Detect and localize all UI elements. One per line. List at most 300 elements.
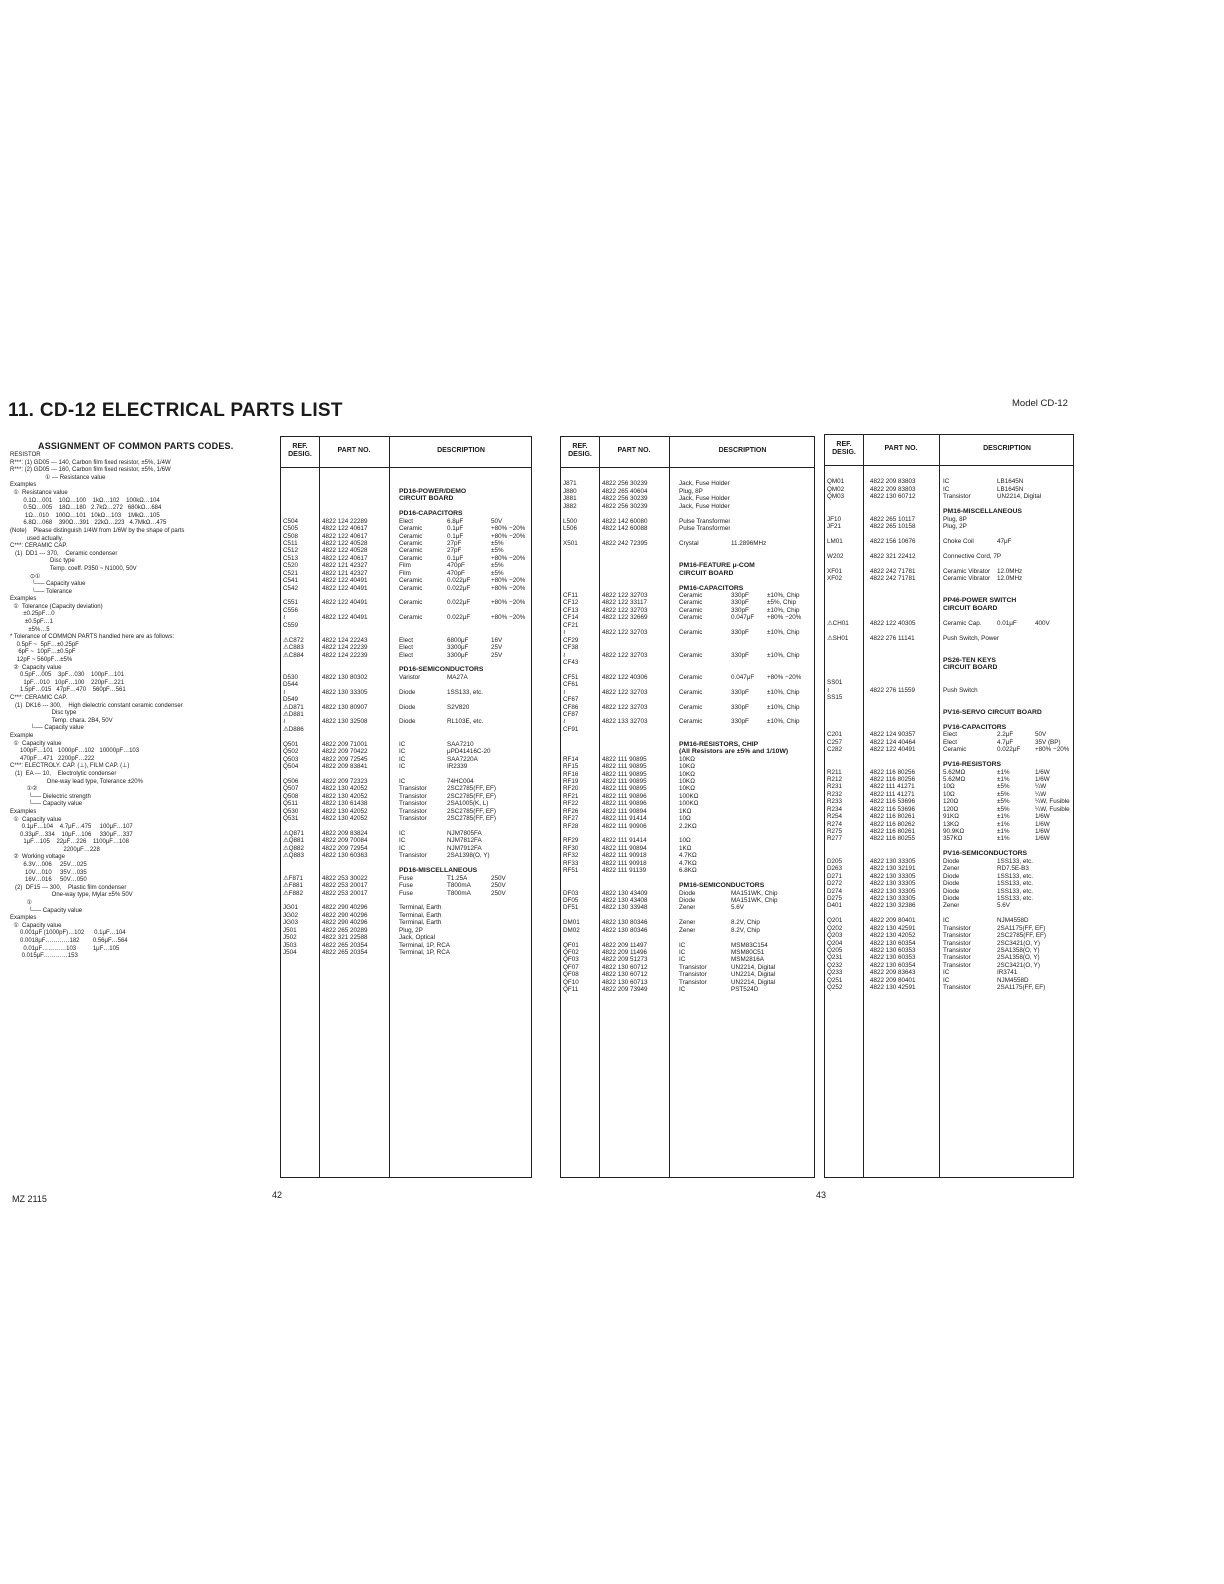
desc-cell: Ceramic Vibrator — [943, 575, 991, 583]
table-row — [825, 754, 1073, 761]
table-row — [561, 659, 814, 666]
desc-cell: Ceramic — [679, 614, 703, 622]
ref-cell: DF05 — [563, 896, 579, 904]
desc-cell: PS26-TEN KEYS — [943, 656, 996, 664]
ref-cell: L506 — [563, 525, 578, 533]
ref-cell: DF03 — [563, 889, 579, 897]
ref-cell: CF43 — [563, 658, 579, 666]
table-row — [561, 897, 814, 904]
part-cell: 4822 116 80261 — [870, 828, 916, 835]
table-row — [561, 852, 814, 859]
part-cell: 4822 122 40617 — [322, 554, 368, 562]
table-row — [281, 823, 531, 830]
part-cell: 4822 209 83824 — [322, 830, 368, 837]
part-cell: 4822 142 60080 — [602, 517, 648, 525]
part-cell: 4822 209 51273 — [602, 956, 648, 964]
table-row — [561, 503, 814, 510]
ref-cell: CF13 — [563, 606, 579, 614]
spec-cell: ±10%, Chip — [767, 703, 800, 711]
value-cell: 2SC2785(FF, EF) — [997, 932, 1046, 940]
col-ref: REF. DESIG. — [288, 443, 312, 458]
section-heading — [561, 882, 814, 889]
ref-cell: SS01 — [827, 679, 843, 687]
spec-cell: 400V — [1035, 619, 1050, 627]
ref-cell: Q530 — [283, 807, 299, 815]
ref-cell: QF02 — [563, 949, 579, 956]
desc-cell: Diode — [943, 872, 960, 880]
parts-table-3 — [824, 434, 1074, 1178]
desc-cell: 1KΩ — [679, 844, 692, 852]
part-cell: 4822 124 90357 — [870, 731, 916, 739]
table-row — [281, 503, 531, 510]
spec-cell: +80% −20% — [767, 614, 802, 622]
desc-cell: PD16-MISCELLANEOUS — [399, 867, 478, 875]
intro-line: 6.3V…006 25V…025 — [10, 862, 87, 869]
intro-line: Examples — [10, 482, 37, 489]
part-cell: 4822 265 40604 — [602, 487, 648, 495]
desc-cell: Terminal, 1P, RCA — [399, 949, 450, 956]
ref-cell: LM01 — [827, 537, 843, 545]
intro-line: (1) EA --- 10, Electrolytic condenser — [10, 770, 117, 777]
part-cell: 4822 130 42591 — [870, 984, 916, 992]
table-row — [281, 689, 531, 696]
table-row — [281, 763, 531, 770]
ref-cell: QM01 — [827, 478, 845, 486]
part-cell: 4822 209 11497 — [602, 941, 648, 949]
desc-cell: Jack, Fuse Holder — [679, 480, 730, 488]
table-row — [825, 969, 1073, 976]
desc-cell: Terminal, 1P, RCA — [399, 941, 450, 949]
table-row — [561, 771, 814, 778]
part-cell: 4822 111 90894 — [602, 844, 647, 852]
desc-cell: Film — [399, 562, 411, 570]
table-row — [281, 704, 531, 711]
value-cell: 0.1μF — [447, 554, 464, 562]
part-cell: 4822 122 40491 — [322, 614, 368, 622]
table-row — [825, 783, 1073, 790]
ref-cell: QF11 — [563, 986, 579, 994]
table-row — [281, 785, 531, 792]
ref-cell: Q501 — [283, 740, 299, 748]
table-row — [281, 860, 531, 867]
value-cell: μPD41416C-20 — [447, 748, 491, 756]
table-row — [281, 533, 531, 540]
ref-cell: D275 — [827, 894, 843, 902]
value-cell: UN2214, Digital — [997, 493, 1042, 501]
ref-cell: DF51 — [563, 904, 579, 912]
ref-cell: RF27 — [563, 815, 579, 823]
value-cell: 74HC004 — [447, 777, 474, 785]
table-row — [561, 912, 814, 919]
ref-cell: C508 — [283, 532, 299, 540]
desc-cell: Fuse — [399, 874, 413, 882]
table-row — [561, 778, 814, 785]
value-cell: 0.022μF — [447, 614, 471, 622]
part-cell: 4822 209 72954 — [322, 844, 368, 852]
desc-cell: 5.62MΩ — [943, 775, 966, 783]
part-cell: 4822 122 40491 — [870, 746, 916, 754]
desc-cell: 357KΩ — [943, 835, 963, 843]
spec-cell: ¼W — [1035, 790, 1047, 798]
desc-cell: IC — [679, 949, 686, 956]
ref-cell: Q233 — [827, 969, 843, 977]
ref-cell: J880 — [563, 487, 577, 495]
desc-cell: 91KΩ — [943, 813, 959, 821]
table-row — [825, 880, 1073, 887]
spec-cell: ¼W, Fusible — [1035, 798, 1070, 806]
ref-cell: D274 — [827, 887, 843, 895]
spec-cell: +80% −20% — [491, 577, 526, 585]
spec-cell: +80% −20% — [491, 599, 526, 607]
desc-cell: IC — [399, 837, 406, 845]
desc-cell: Zener — [943, 865, 960, 873]
page-number-right: 43 — [816, 1190, 827, 1200]
desc-cell: 10KΩ — [679, 777, 695, 785]
footer-code: MZ 2115 — [12, 1194, 47, 1204]
value-cell: 330pF — [731, 592, 749, 599]
table-row — [281, 733, 531, 740]
ref-cell: X501 — [563, 539, 578, 547]
table-row — [281, 852, 531, 859]
value-cell: ±1% — [997, 820, 1010, 828]
desc-cell: 10Ω — [943, 783, 955, 791]
intro-line: Disc type — [10, 710, 77, 717]
table-row — [561, 540, 814, 547]
part-cell: 4822 130 32508 — [322, 718, 368, 726]
table-row — [825, 821, 1073, 828]
ref-cell: C201 — [827, 731, 843, 739]
intro-line: C***: CERAMIC CAP. — [10, 695, 68, 701]
intro-line: 2200μF…228 — [10, 846, 100, 853]
value-cell: T1.25A — [447, 874, 468, 882]
value-cell: NJM4558D — [997, 917, 1029, 925]
ref-cell: CF91 — [563, 725, 579, 733]
value-cell: PST524D — [731, 986, 759, 994]
value-cell: 0.022μF — [447, 577, 471, 585]
part-cell: 4822 209 70422 — [322, 748, 368, 756]
desc-cell: 1KΩ — [679, 807, 692, 815]
spec-cell: +80% −20% — [491, 532, 526, 540]
value-cell: 2.2μF — [997, 731, 1014, 739]
desc-cell: Elect — [399, 651, 413, 659]
value-cell: 1SS133, etc. — [997, 887, 1034, 895]
part-cell: 4822 321 22412 — [870, 552, 916, 560]
table-row — [825, 545, 1073, 552]
parts-table-2 — [560, 436, 815, 1178]
intro-line: ② Capacity value — [10, 664, 62, 671]
table-row — [825, 813, 1073, 820]
intro-line: ±0.25pF…0 — [10, 611, 55, 618]
table-row — [561, 964, 814, 971]
part-cell: 4822 130 60354 — [870, 961, 916, 969]
part-cell: 4822 111 90896 — [602, 800, 647, 808]
desc-cell: IC — [399, 763, 406, 771]
desc-cell: (All Resistors are ±5% and 1/10W) — [679, 748, 789, 756]
ref-cell: ≀ — [827, 686, 830, 694]
section-heading — [825, 597, 1073, 604]
value-cell: 330pF — [731, 651, 749, 659]
ref-cell: R275 — [827, 828, 843, 835]
value-cell: RL103E, etc. — [447, 718, 484, 726]
table-row — [281, 837, 531, 844]
value-cell: 2SC3421(O, Y) — [997, 939, 1040, 947]
desc-cell: Ceramic — [679, 592, 703, 599]
table-row — [825, 568, 1073, 575]
table-row — [281, 473, 531, 480]
spec-cell: +80% −20% — [1035, 746, 1070, 754]
intro-line: ±5%…5 — [10, 626, 50, 633]
desc-cell: PD16-SEMICONDUCTORS — [399, 666, 484, 674]
ref-cell: Q202 — [827, 924, 843, 932]
part-cell: 4822 130 33948 — [602, 904, 648, 912]
table-row — [561, 637, 814, 644]
section-heading — [561, 748, 814, 755]
desc-cell: 10KΩ — [679, 755, 695, 763]
desc-cell: IC — [399, 844, 406, 852]
value-cell: SAA7210 — [447, 740, 474, 748]
table-row — [281, 919, 531, 926]
value-cell: 330pF — [731, 606, 749, 614]
intro-line: ① Tolerance (Capacity deviation) — [10, 603, 103, 610]
intro-line: ±0.5pF…1 — [10, 619, 53, 626]
intro-line: ① Capacity value — [10, 922, 62, 929]
part-cell: 4822 130 33305 — [870, 894, 916, 902]
intro-line: ① — Resistance value — [10, 474, 106, 481]
table-row — [561, 674, 814, 681]
value-cell: ±1% — [997, 828, 1010, 835]
table-row — [825, 888, 1073, 895]
table-row — [825, 471, 1073, 478]
part-cell: 4822 116 80256 — [870, 775, 916, 783]
desc-cell: Transistor — [399, 852, 427, 860]
value-cell: 0.047μF — [731, 673, 755, 681]
desc-cell: PD16-CAPACITORS — [399, 510, 463, 518]
ref-cell: CF29 — [563, 636, 579, 644]
ref-cell: R254 — [827, 813, 843, 821]
desc-cell: Zener — [679, 926, 696, 934]
table-row — [561, 875, 814, 882]
intro-line: C***: ELECTROLY. CAP. (⊥), FILM CAP. (⊥) — [10, 763, 130, 770]
table-row — [561, 547, 814, 554]
desc-cell: PV16-RESISTORS — [943, 761, 1002, 769]
ref-cell: ⚠F882 — [283, 889, 303, 897]
col-ref: REF. DESIG. — [832, 441, 856, 456]
intro-line: 1pF…010 10pF…100 220pF…221 — [10, 679, 125, 686]
ref-cell: C511 — [283, 539, 298, 547]
value-cell: T800mA — [447, 882, 471, 890]
table-row — [825, 895, 1073, 902]
ref-cell: Q508 — [283, 792, 299, 800]
ref-cell: QF01 — [563, 941, 579, 949]
ref-cell: RF14 — [563, 755, 579, 763]
intro-line: 0.1μF…104 4.7μF…475 100μF…107 — [10, 824, 133, 831]
part-cell: 4822 111 90895 — [602, 785, 647, 793]
desc-cell: PM16-CAPACITORS — [679, 584, 744, 592]
part-cell: 4822 111 90896 — [602, 792, 647, 800]
part-cell: 4822 130 61438 — [322, 800, 368, 808]
ref-cell: J871 — [563, 480, 577, 488]
desc-cell: Ceramic — [679, 673, 703, 681]
table-row — [561, 681, 814, 688]
part-cell: 4822 253 20017 — [322, 882, 368, 890]
value-cell: T800mA — [447, 889, 471, 897]
ref-cell: QF10 — [563, 978, 579, 986]
intro-line: (Note) Please distinguish 1/4W from 1/6W by the shape of parts — [10, 527, 185, 534]
ref-cell: J501 — [283, 926, 297, 934]
table-row — [281, 718, 531, 725]
section-heading — [281, 495, 531, 502]
desc-cell: PV16-SERVO CIRCUIT BOARD — [943, 709, 1042, 716]
desc-cell: IC — [399, 740, 406, 748]
intro-line: ① — [10, 900, 33, 907]
part-cell: 4822 122 40528 — [322, 547, 368, 555]
table-row — [281, 599, 531, 606]
table-row — [561, 711, 814, 718]
value-cell: 2SA1175(FF, EF) — [997, 984, 1046, 992]
table-row — [825, 731, 1073, 738]
ref-cell: ⚠Q881 — [283, 837, 305, 845]
part-cell: 4822 130 33305 — [870, 887, 916, 895]
table-row — [825, 962, 1073, 969]
desc-cell: Transistor — [943, 947, 971, 954]
spec-cell: 250V — [491, 889, 506, 897]
part-cell: 4822 111 90918 — [602, 859, 647, 867]
value-cell: 6800μF — [447, 636, 469, 644]
ref-cell: Q507 — [283, 785, 299, 793]
desc-cell: 4.7KΩ — [679, 852, 697, 860]
desc-cell: PM16-FEATURE μ-COM — [679, 562, 755, 570]
value-cell: 3300μF — [447, 644, 469, 652]
table-row — [561, 696, 814, 703]
section-heading — [561, 570, 814, 577]
desc-cell: Elect — [943, 738, 957, 746]
part-cell: 4822 209 80401 — [870, 976, 916, 984]
ref-cell: Q252 — [827, 984, 843, 992]
desc-cell: Terminal, Earth — [399, 904, 442, 912]
table-row — [561, 704, 814, 711]
table-row — [281, 711, 531, 718]
part-cell: 4822 116 53696 — [870, 798, 916, 806]
desc-cell: Diode — [943, 894, 960, 902]
table-row — [825, 642, 1073, 649]
intro-lines — [10, 452, 272, 961]
ref-cell: C257 — [827, 738, 843, 746]
part-cell: 4822 122 32703 — [602, 703, 648, 711]
intro-line: └── Dielectric strength — [10, 793, 91, 800]
desc-cell: Transistor — [943, 493, 971, 501]
table-row — [281, 882, 531, 889]
table-row — [561, 785, 814, 792]
desc-cell: CIRCUIT BOARD — [399, 495, 454, 503]
part-cell: 4822 111 41271 — [870, 790, 915, 798]
part-cell: 4822 130 43408 — [602, 896, 648, 904]
intro-line: 0.5Ω…005 18Ω…180 2.7kΩ…272 680kΩ…684 — [10, 505, 162, 512]
spec-cell: ±10%, Chip — [767, 718, 800, 726]
table-row — [825, 947, 1073, 954]
desc-cell: Transistor — [943, 939, 971, 947]
desc-cell: Ceramic — [399, 532, 423, 540]
ref-cell: CF21 — [563, 621, 579, 629]
table-row — [561, 614, 814, 621]
part-cell: 4822 130 60353 — [870, 954, 916, 962]
value-cell: 8.2V, Chip — [731, 926, 760, 934]
value-cell: ±1% — [997, 768, 1010, 776]
ref-cell: J504 — [283, 949, 297, 956]
ref-cell: D401 — [827, 902, 843, 910]
desc-cell: PD16-POWER/DEMO — [399, 487, 467, 495]
desc-cell: 10KΩ — [679, 770, 695, 778]
section-heading — [281, 867, 531, 874]
value-cell: 2SA1358(O, Y) — [997, 954, 1040, 962]
desc-cell: Film — [399, 569, 411, 577]
desc-cell: PM16-SEMICONDUCTORS — [679, 882, 765, 890]
value-cell: MSM2816A — [731, 956, 764, 964]
part-cell: 4822 122 40617 — [322, 532, 368, 540]
section-heading — [561, 585, 814, 592]
ref-cell: ⚠Q882 — [283, 844, 305, 852]
ref-cell: ⚠D871 — [283, 703, 304, 711]
part-cell: 4822 116 80262 — [870, 820, 916, 828]
spec-cell: 25V — [491, 644, 503, 652]
intro-line: (2) DF15 --- 300, Plastic film condenser — [10, 884, 127, 891]
spec-cell: +80% −20% — [491, 525, 526, 533]
ref-cell: CF14 — [563, 614, 579, 622]
desc-cell: Ceramic — [399, 547, 423, 555]
ref-cell: Q203 — [827, 932, 843, 940]
table-row — [825, 620, 1073, 627]
part-cell: 4822 130 42052 — [870, 932, 916, 940]
intro-title: ASSIGNMENT OF COMMON PARTS CODES. — [38, 441, 234, 451]
ref-cell: R211 — [827, 768, 842, 776]
intro-line: Examples — [10, 915, 37, 922]
intro-line: (1) DK16 --- 300, High dielectric constant ceramic condenser — [10, 702, 183, 709]
table-row — [561, 555, 814, 562]
table-row — [281, 890, 531, 897]
table-row — [281, 629, 531, 636]
table-row — [825, 977, 1073, 984]
ref-cell: JG02 — [283, 911, 299, 919]
part-cell: 4822 130 32191 — [870, 865, 916, 873]
table-row — [825, 516, 1073, 523]
intro-line: RESISTOR — [10, 452, 41, 458]
desc-cell: Transistor — [399, 807, 427, 815]
desc-cell: IC — [943, 917, 950, 925]
ref-cell: ⚠C884 — [283, 651, 304, 659]
ref-cell: ≀ — [563, 718, 566, 726]
ref-cell: ⚠SH01 — [827, 634, 849, 642]
intro-line: One-way lead type, Tolerance ±20% — [10, 778, 143, 785]
col-desc: DESCRIPTION — [718, 447, 767, 454]
part-cell: 4822 130 60363 — [322, 852, 368, 860]
spec-cell: ±10%, Chip — [767, 592, 800, 599]
ref-cell: Q511 — [283, 800, 298, 808]
intro-line: └── Capacity value — [10, 907, 83, 914]
part-cell: 4822 209 11496 — [602, 949, 648, 956]
section-heading — [825, 850, 1073, 857]
ref-cell: XF02 — [827, 575, 843, 583]
part-cell: 4822 116 80255 — [870, 835, 916, 843]
ref-cell: D263 — [827, 865, 843, 873]
part-cell: 4822 122 40306 — [602, 673, 648, 681]
table-row — [281, 696, 531, 703]
ref-cell: RF16 — [563, 770, 579, 778]
part-cell: 4822 265 20354 — [322, 949, 368, 956]
col-part: PART NO. — [617, 447, 651, 454]
table-row — [825, 531, 1073, 538]
table-row — [825, 553, 1073, 560]
spec-cell: 250V — [491, 874, 506, 882]
desc-cell: Ceramic — [679, 606, 703, 614]
